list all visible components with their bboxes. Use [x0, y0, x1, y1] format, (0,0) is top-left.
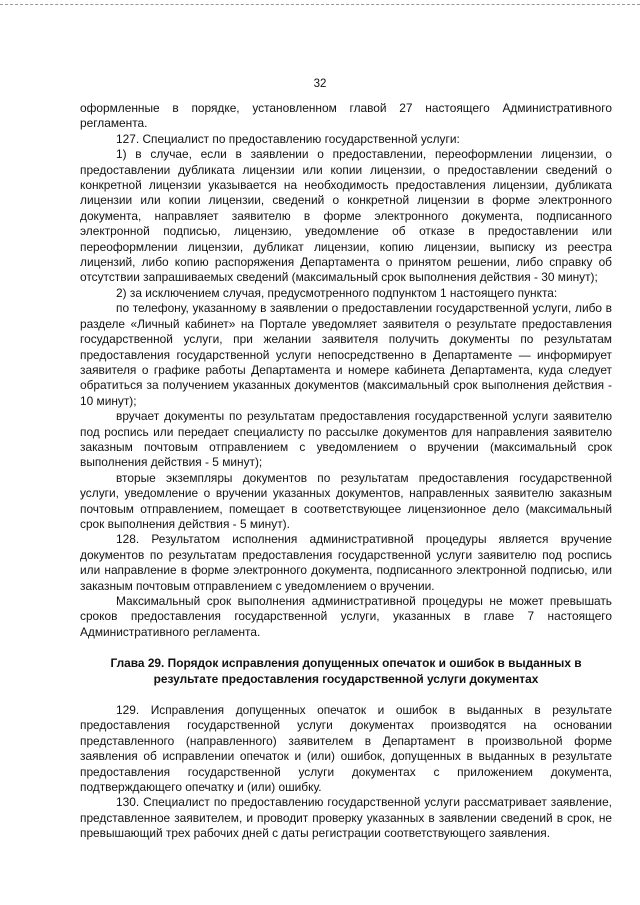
- scan-edge-line: [0, 4, 640, 5]
- paragraph-128: 128. Результатом исполнения административной процедуры является вручение документов по результатам предоставления государственной услуги заявителю под роспись или направление в форме электронного документа, подписанного электронной подписью, или заказным почтовым отправлением с уведомлением о вручении.: [80, 532, 612, 593]
- paragraph-130: 130. Специалист по предоставлению государственной услуги рассматривает заявление, представленное заявителем, и проводит проверку указанных в заявлении сведений в срок, не превышающий трех рабочих дней с даты регистрации соответствующего заявления.: [80, 795, 612, 841]
- paragraph-delivery: вручает документы по результатам предоставления государственной услуги заявителю под роспись или передает специалисту по рассылке документов для направления заявителю заказным почтовым отправлением с уведомлением о вручении (максимальный срок выполнения действия - 5 минут);: [80, 409, 612, 470]
- paragraph-second-copies: вторые экземпляры документов по результатам предоставления государственной услуги, уведомление о вручении указанных документов, направленных заявителю заказным почтовым отправлением, помещает в соответствующее лицензионное дело (максимальный срок выполнения действия - 5 минут).: [80, 470, 612, 531]
- paragraph-127-item-1: 1) в случае, если в заявлении о предоставлении, переоформлении лицензии, о предоставлении дубликата лицензии или копии лицензии, о предоставлении сведений о конкретной лицензии указывается на необходимость предоставления лицензии, дубликата лицензии или копии лицензии, сведений о конкретной лицензии в форме электронного документа, направляет заявителю в форме электронного документа, подписанного электронной подписью, лицензию, уведомление об отказе в предоставлении или переоформлении лицензии, дубликат лицензии, копию лицензии, выписку из реестра лицензий, либо копию распоряжения Департамента о принятом решении, либо справку об отсутствии запрашиваемых сведений (максимальный срок выполнения действия - 30 минут);: [80, 147, 612, 285]
- paragraph-127-item-2: 2) за исключением случая, предусмотренного подпунктом 1 настоящего пункта:: [116, 285, 558, 300]
- paragraph-127: 127. Специалист по предоставлению государственной услуги:: [116, 131, 460, 146]
- paragraph-max-term: Максимальный срок выполнения административной процедуры не может превышать сроков предоставления государственной услуги, указанных в главе 7 настоящего Административного регламента.: [80, 594, 612, 639]
- page-number: 32: [313, 78, 327, 90]
- chapter-heading: Глава 29. Порядок исправления допущенных опечаток и ошибок в выданных в результате предоставления государственной услуги документах: [110, 656, 582, 686]
- paragraph-129: 129. Исправления допущенных опечаток и ошибок в выданных в результате предоставления государственной услуги документах производятся на основании представленного (направленного) заявителем в Департамент в произвольной форме заявления об исправлении опечаток и (или) ошибок, допущенных в выданных в результате предоставления государственной услуги документах с приложением документа, подтверждающего опечатку и (или) ошибку.: [80, 703, 612, 795]
- paragraph-phone-notice: по телефону, указанному в заявлении о предоставлении государственной услуги, либо в разделе «Личный кабинет» на Портале уведомляет заявителя о результате предоставления государственной услуги, при желании заявителя получить документы по результатам предоставления государственной услуги непосредственно в Департаменте — информирует заявителя о графике работы Департамента и номере кабинета Департамента, куда следует обратиться за получением указанных документов (максимальный срок выполнения действия - 10 минут);: [80, 301, 612, 408]
- paragraph-continuation: оформленные в порядке, установленном главой 27 настоящего Административного регламента.: [80, 101, 612, 131]
- document-body: [80, 101, 612, 842]
